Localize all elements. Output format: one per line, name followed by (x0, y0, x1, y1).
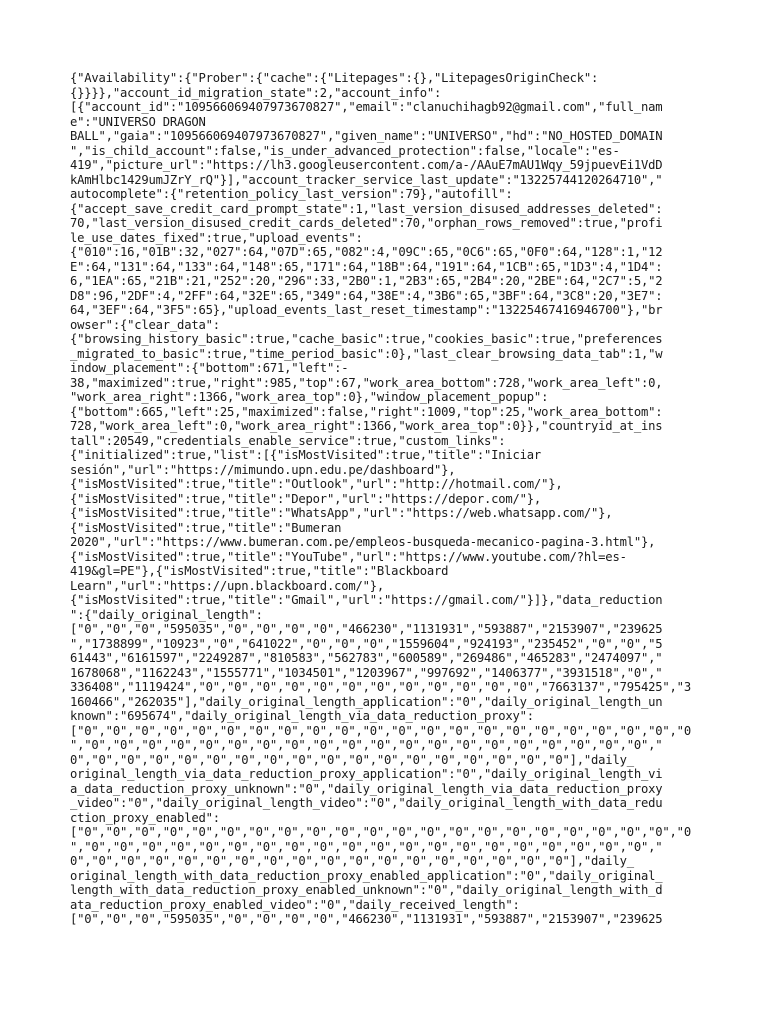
text-line: ["0","0","0","0","0","0","0","0","0","0","0","0","0","0","0","0","0","0","0","0","0","0 (70, 723, 691, 738)
text-line: {"010":16,"01B":32,"027":64,"07D":65,"082":4,"09C":65,"0C6":65,"0F0":64,"128":1,"12 (70, 245, 663, 259)
json-text-body (70, 71, 698, 927)
text-line: known":"695674","daily_original_length_via_data_reduction_proxy": (70, 709, 534, 723)
text-line: {"accept_save_credit_card_prompt_state":1,"last_version_disused_addresses_deleted": (70, 201, 663, 216)
text-line: ["0","0","0","0","0","0","0","0","0","0","0","0","0","0","0","0","0","0","0","0","0","0 (70, 825, 691, 839)
text-line: 2020","url":"https://www.bumeran.com.pe/empleos-busqueda-mecanico-pagina-3.html"}, (70, 535, 656, 549)
text-line: {"Availability":{"Prober":{"cache":{"Litepages":{},"LitepagesOriginCheck": (70, 71, 599, 85)
text-line: original_length_via_data_reduction_proxy_application":"0","daily_original_length_vi (70, 767, 663, 781)
text-line: ","0","0","0","0","0","0","0","0","0","0","0","0","0","0","0","0","0","0","0","0"," (70, 738, 663, 752)
text-line: le_use_dates_fixed":true,"upload_events": (70, 230, 363, 245)
text-line: {"isMostVisited":true,"title":"Outlook","url":"http://hotmail.com/"}, (70, 477, 563, 491)
text-line: {"initialized":true,"list":[{"isMostVisited":true,"title":"Iniciar (70, 448, 542, 462)
text-line: kAmHlbc1429umJZrY_rQ"}],"account_tracker_service_last_update":"13225744120264710"," (70, 172, 663, 187)
text-line: ","is_child_account":false,"is_under_advanced_protection":false,"locale":"es- (70, 143, 620, 158)
text-line: ":{"daily_original_length": (70, 607, 263, 622)
text-line: 64,"3EF":64,"3F5":65},"upload_events_last_reset_timestamp":"13225467416946700"},"br (70, 303, 663, 317)
text-line: sesión","url":"https://mimundo.upn.edu.pe/dashboard"}, (70, 462, 456, 477)
text-line: original_length_with_data_reduction_proxy_enabled_application":"0","daily_original_ (70, 868, 663, 883)
text-line: _migrated_to_basic":true,"time_period_basic":0},"last_clear_browsing_data_tab":1,"w (70, 346, 663, 361)
text-line: 38,"maximized":true,"right":985,"top":67,"work_area_bottom":728,"work_area_left":0, (70, 375, 663, 390)
text-line: 61443","6161597","2249287","810583","562783","600589","269486","465283","2474097"," (70, 651, 663, 665)
text-line: {"browsing_history_basic":true,"cache_basic":true,"cookies_basic":true,"preferences (70, 332, 663, 346)
text-line: {"isMostVisited":true,"title":"Depor","url":"https://depor.com/"}, (70, 491, 542, 506)
text-line: 6,"1EA":65,"21B":21,"252":20,"296":33,"2B0":1,"2B3":65,"2B4":20,"2BE":64,"2C7":5,"2 (70, 274, 663, 288)
text-line: ction_proxy_enabled": (70, 810, 220, 825)
text-line: _video":"0","daily_original_length_video":"0","daily_original_length_with_data_redu (70, 796, 663, 810)
text-line: 419","picture_url":"https://lh3.googleusercontent.com/a-/AAuE7mAU1Wqy_59jpuevEi1VdD (70, 158, 663, 172)
text-line: length_with_data_reduction_proxy_enabled_unknown":"0","daily_original_length_with_d (70, 883, 663, 897)
text-line: 160466","262035"],"daily_original_length_application":"0","daily_original_length_un (70, 694, 663, 709)
text-line: D8":96,"2DF":4,"2FF":64,"32E":65,"349":64,"38E":4,"3B6":65,"3BF":64,"3C8":20,"3E7": (70, 288, 663, 303)
text-line: ["0","0","0","595035","0","0","0","0","466230","1131931","593887","2153907","239625 (70, 912, 663, 926)
text-line: {"bottom":665,"left":25,"maximized":false,"right":1009,"top":25,"work_area_bottom": (70, 404, 663, 419)
text-line: [{"account_id":"109566069407973670827","email":"clanuchihagb92@gmail.com","full_nam (70, 100, 663, 114)
text-line: 1678068","1162243","1555771","1034501","1203967","997692","1406377","3931518","0"," (70, 665, 663, 680)
text-line: ata_reduction_proxy_enabled_video":"0","daily_received_length": (70, 897, 520, 912)
text-line: tall":20549,"credentials_enable_service":true,"custom_links": (70, 433, 506, 448)
text-line: "work_area_right":1366,"work_area_top":0},"window_placement_popup": (70, 390, 549, 404)
text-line: 336408","1119424","0","0","0","0","0","0","0","0","0","0","0","0","7663137","795425","3 (70, 680, 691, 694)
text-line: {"isMostVisited":true,"title":"YouTube","url":"https://www.youtube.com/?hl=es- (70, 549, 627, 564)
text-line: {"isMostVisited":true,"title":"WhatsApp","url":"https://web.whatsapp.com/"}, (70, 506, 613, 520)
text-line: 419&gl=PE"},{"isMostVisited":true,"title":"Blackboard (70, 564, 449, 578)
text-line: e":"UNIVERSO DRAGON (70, 114, 206, 129)
text-line: {"isMostVisited":true,"title":"Gmail","url":"https://gmail.com/"}]},"data_reduction (70, 593, 663, 607)
text-line: ["0","0","0","595035","0","0","0","0","466230","1131931","593887","2153907","239625 (70, 622, 663, 636)
text-line: indow_placement":{"bottom":671,"left":- (70, 361, 349, 375)
text-line: a_data_reduction_proxy_unknown":"0","daily_original_length_via_data_reduction_proxy (70, 781, 663, 796)
text-line: {}}}},"account_id_migration_state":2,"account_info": (70, 85, 442, 100)
text-line: owser":{"clear_data": (70, 317, 220, 332)
text-line: autocomplete":{"retention_policy_last_version":79},"autofill": (70, 187, 513, 201)
text-line: 728,"work_area_left":0,"work_area_right":1366,"work_area_top":0}},"countryid_at_ins (70, 419, 663, 433)
text-line: ","1738899","10923","0","641022","0","0","0","1559604","924193","235452","0","0","5 (70, 636, 663, 651)
text-line: E":64,"131":64,"133":64,"148":65,"171":64,"18B":64,"191":64,"1CB":65,"1D3":4,"1D4": (70, 259, 663, 274)
text-line: 70,"last_version_disused_credit_cards_deleted":70,"orphan_rows_removed":true,"profi (70, 216, 663, 230)
text-line: BALL","gaia":"109566069407973670827","given_name":"UNIVERSO","hd":"NO_HOSTED_DOMAIN (70, 129, 663, 143)
text-line: {"isMostVisited":true,"title":"Bumeran (70, 520, 342, 535)
text-line: 0","0","0","0","0","0","0","0","0","0","0","0","0","0","0","0","0","0"],"daily_ (70, 752, 634, 767)
text-line: Learn","url":"https://upn.blackboard.com/"}, (70, 578, 385, 593)
text-line: ","0","0","0","0","0","0","0","0","0","0","0","0","0","0","0","0","0","0","0","0"," (70, 839, 663, 854)
text-line: 0","0","0","0","0","0","0","0","0","0","0","0","0","0","0","0","0","0"],"daily_ (70, 854, 634, 868)
